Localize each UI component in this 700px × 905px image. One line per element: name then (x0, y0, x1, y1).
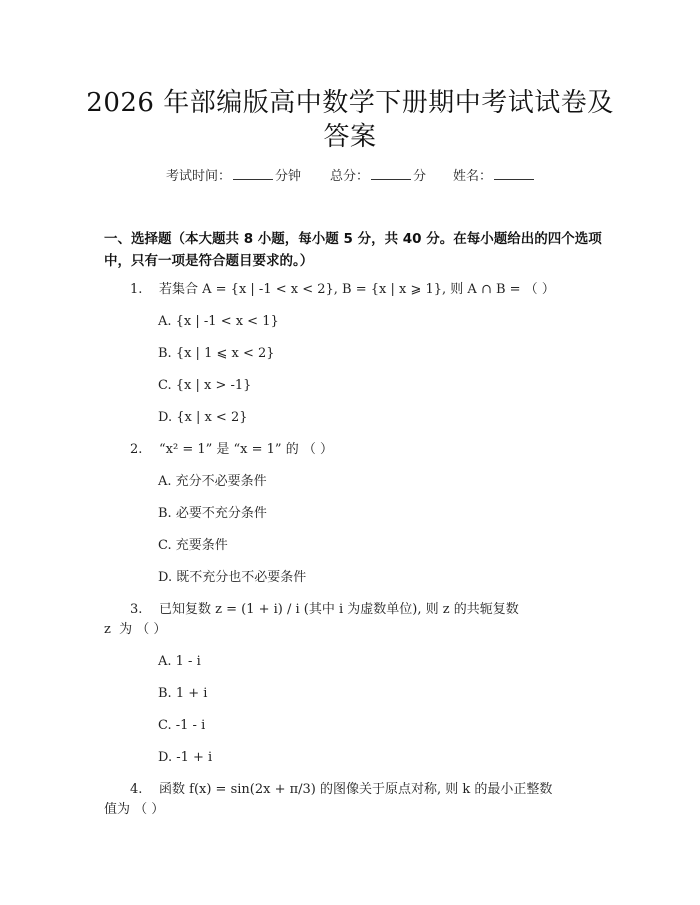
option-b: B. 必要不充分条件 (158, 506, 267, 521)
option-b: B. {x | 1 ⩽ x < 2} (158, 346, 275, 361)
section-heading: 一、选择题（本大题共 8 小题，每小题 5 分，共 40 分。在每小题给出的四个选项 (104, 231, 602, 247)
page-title-cont: 答案 (323, 122, 377, 152)
total-score (330, 167, 426, 187)
question-number: 4. (130, 782, 143, 797)
exam-time-blank (233, 167, 273, 180)
student-name (453, 167, 536, 187)
question-text: 已知复数 z = (1 + i) / i (其中 i 为虚数单位), 则 z 的共轭复数 (159, 602, 519, 617)
student-name-blank (494, 167, 534, 180)
total-score-unit: 分 (413, 169, 427, 184)
option-d: D. {x | x < 2} (158, 410, 248, 425)
total-score-label: 总分： (330, 169, 370, 184)
option-d: D. -1 + i (158, 750, 213, 765)
question-number: 3. (130, 602, 143, 617)
question-number: 1. (130, 282, 143, 297)
total-score-blank (371, 167, 411, 180)
question-text-cont: z 为 （ ） (104, 622, 167, 637)
option-c: C. -1 - i (158, 718, 206, 733)
option-c: C. {x | x > -1} (158, 378, 252, 393)
exam-time (166, 167, 301, 187)
exam-time-unit: 分钟 (275, 169, 302, 184)
question-text: 函数 f(x) = sin(2x + π/3) 的图像关于原点对称, 则 k 的最小正整数 (159, 782, 553, 797)
option-a: A. 1 - i (158, 654, 201, 669)
exam-time-label: 考试时间： (166, 169, 232, 184)
section-heading-cont: 中，只有一项是符合题目要求的。） (104, 253, 314, 269)
option-a: A. {x | -1 < x < 1} (158, 314, 279, 329)
question-number: 2. (130, 442, 143, 457)
option-c: C. 充要条件 (158, 538, 228, 553)
student-name-label: 姓名： (453, 169, 493, 184)
option-a: A. 充分不必要条件 (158, 474, 267, 489)
question-text: 若集合 A = {x | -1 < x < 2}, B = {x | x ⩾ 1}, 则 A ∩ B = （ ） (159, 282, 555, 297)
question-text: “x² = 1” 是 “x = 1” 的 （ ） (159, 442, 333, 457)
page-title: 2026 年部编版高中数学下册期中考试试卷及 (86, 88, 614, 118)
question-text-cont: 值为 （ ） (104, 802, 165, 817)
option-b: B. 1 + i (158, 686, 208, 701)
option-d: D. 既不充分也不必要条件 (158, 570, 307, 585)
